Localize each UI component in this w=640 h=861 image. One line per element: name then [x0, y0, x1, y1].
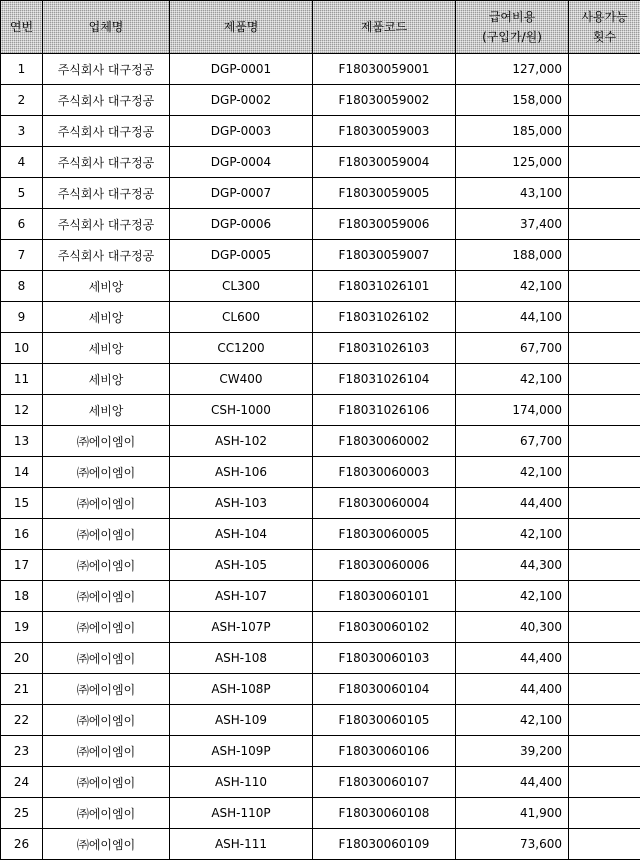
- table-row: [1, 240, 640, 271]
- row-product-name: CL600: [170, 302, 313, 333]
- row-cost: 44,300: [456, 550, 569, 581]
- row-product-code: F18030060005: [313, 519, 456, 550]
- row-product-code: F18030060101: [313, 581, 456, 612]
- row-product-name: DGP-0003: [170, 116, 313, 147]
- row-product-name: ASH-104: [170, 519, 313, 550]
- header-cost-line1: 급여비용: [488, 10, 536, 24]
- row-cost: 41,900: [456, 798, 569, 829]
- row-product-name: DGP-0007: [170, 178, 313, 209]
- table-row: [1, 178, 640, 209]
- row-cost: 42,100: [456, 705, 569, 736]
- row-product-code: F18030060109: [313, 829, 456, 860]
- row-product-code: F18030060107: [313, 767, 456, 798]
- table-row: [1, 643, 640, 674]
- row-product-name: CSH-1000: [170, 395, 313, 426]
- row-seq: 22: [1, 705, 43, 736]
- row-company: ㈜에이엠이: [43, 643, 170, 674]
- row-product-code: F18031026104: [313, 364, 456, 395]
- row-cost: 42,100: [456, 457, 569, 488]
- row-company: 주식회사 대구정공: [43, 178, 170, 209]
- row-seq: 8: [1, 271, 43, 302]
- row-usage-count: [569, 767, 640, 798]
- table-row: [1, 395, 640, 426]
- row-company: ㈜에이엠이: [43, 519, 170, 550]
- row-cost: 42,100: [456, 271, 569, 302]
- row-seq: 13: [1, 426, 43, 457]
- row-usage-count: [569, 457, 640, 488]
- table-body: [1, 54, 640, 860]
- row-product-name: ASH-107: [170, 581, 313, 612]
- row-product-code: F18030060104: [313, 674, 456, 705]
- row-usage-count: [569, 643, 640, 674]
- row-usage-count: [569, 736, 640, 767]
- row-product-name: ASH-103: [170, 488, 313, 519]
- row-usage-count: [569, 519, 640, 550]
- row-company: ㈜에이엠이: [43, 612, 170, 643]
- table-row: [1, 767, 640, 798]
- row-cost: 40,300: [456, 612, 569, 643]
- row-usage-count: [569, 705, 640, 736]
- row-cost: 44,400: [456, 643, 569, 674]
- table-row: [1, 364, 640, 395]
- row-cost: 44,100: [456, 302, 569, 333]
- row-product-code: F18030060004: [313, 488, 456, 519]
- row-product-code: F18031026103: [313, 333, 456, 364]
- row-usage-count: [569, 612, 640, 643]
- row-seq: 5: [1, 178, 43, 209]
- row-usage-count: [569, 240, 640, 271]
- row-product-code: F18030059001: [313, 54, 456, 85]
- row-cost: 188,000: [456, 240, 569, 271]
- row-company: 세비앙: [43, 271, 170, 302]
- row-usage-count: [569, 147, 640, 178]
- row-company: ㈜에이엠이: [43, 581, 170, 612]
- row-product-name: CW400: [170, 364, 313, 395]
- row-seq: 18: [1, 581, 43, 612]
- row-product-code: F18030059002: [313, 85, 456, 116]
- row-product-name: ASH-102: [170, 426, 313, 457]
- row-company: ㈜에이엠이: [43, 767, 170, 798]
- row-usage-count: [569, 674, 640, 705]
- row-company: 주식회사 대구정공: [43, 240, 170, 271]
- row-seq: 21: [1, 674, 43, 705]
- table-row: [1, 519, 640, 550]
- row-company: ㈜에이엠이: [43, 674, 170, 705]
- row-usage-count: [569, 54, 640, 85]
- row-usage-count: [569, 271, 640, 302]
- header-count-line1: 사용가능: [581, 10, 628, 24]
- row-product-code: F18030059006: [313, 209, 456, 240]
- row-product-code: F18031026101: [313, 271, 456, 302]
- header-product-code: 제품코드: [313, 1, 456, 54]
- row-product-code: F18030060102: [313, 612, 456, 643]
- row-company: 주식회사 대구정공: [43, 116, 170, 147]
- row-company: 세비앙: [43, 302, 170, 333]
- row-usage-count: [569, 209, 640, 240]
- row-seq: 2: [1, 85, 43, 116]
- row-cost: 39,200: [456, 736, 569, 767]
- row-seq: 23: [1, 736, 43, 767]
- row-cost: 127,000: [456, 54, 569, 85]
- row-company: 주식회사 대구정공: [43, 54, 170, 85]
- row-seq: 12: [1, 395, 43, 426]
- table-row: [1, 829, 640, 860]
- row-product-name: ASH-106: [170, 457, 313, 488]
- table-row: [1, 333, 640, 364]
- row-product-code: F18030059004: [313, 147, 456, 178]
- row-product-name: DGP-0005: [170, 240, 313, 271]
- row-seq: 1: [1, 54, 43, 85]
- row-company: ㈜에이엠이: [43, 705, 170, 736]
- row-product-name: ASH-108: [170, 643, 313, 674]
- row-product-code: F18030059005: [313, 178, 456, 209]
- row-seq: 16: [1, 519, 43, 550]
- row-cost: 42,100: [456, 581, 569, 612]
- row-usage-count: [569, 581, 640, 612]
- row-company: ㈜에이엠이: [43, 829, 170, 860]
- row-seq: 25: [1, 798, 43, 829]
- header-usage-count: [569, 1, 640, 54]
- row-product-code: F18030060006: [313, 550, 456, 581]
- row-product-name: CC1200: [170, 333, 313, 364]
- row-product-name: ASH-109: [170, 705, 313, 736]
- table-row: [1, 426, 640, 457]
- table-row: [1, 302, 640, 333]
- row-seq: 15: [1, 488, 43, 519]
- row-seq: 14: [1, 457, 43, 488]
- row-cost: 73,600: [456, 829, 569, 860]
- table-row: [1, 271, 640, 302]
- row-company: 세비앙: [43, 333, 170, 364]
- row-product-name: ASH-107P: [170, 612, 313, 643]
- row-cost: 43,100: [456, 178, 569, 209]
- row-cost: 42,100: [456, 519, 569, 550]
- row-product-code: F18030060003: [313, 457, 456, 488]
- header-product-name: 제품명: [170, 1, 313, 54]
- header-cost-line2: (구입가/원): [482, 30, 542, 44]
- row-company: 주식회사 대구정공: [43, 147, 170, 178]
- row-product-code: F18030060002: [313, 426, 456, 457]
- table-row: [1, 488, 640, 519]
- header-count-line2: 횟수: [592, 30, 617, 44]
- row-seq: 9: [1, 302, 43, 333]
- row-product-code: F18030059007: [313, 240, 456, 271]
- table-row: [1, 612, 640, 643]
- row-seq: 3: [1, 116, 43, 147]
- row-usage-count: [569, 178, 640, 209]
- row-product-name: DGP-0004: [170, 147, 313, 178]
- row-company: ㈜에이엠이: [43, 457, 170, 488]
- table-row: [1, 705, 640, 736]
- row-usage-count: [569, 550, 640, 581]
- row-usage-count: [569, 798, 640, 829]
- row-cost: 44,400: [456, 488, 569, 519]
- row-cost: 185,000: [456, 116, 569, 147]
- row-product-name: CL300: [170, 271, 313, 302]
- row-seq: 11: [1, 364, 43, 395]
- row-product-code: F18031026106: [313, 395, 456, 426]
- row-cost: 42,100: [456, 364, 569, 395]
- row-usage-count: [569, 116, 640, 147]
- row-company: ㈜에이엠이: [43, 426, 170, 457]
- table-row: [1, 457, 640, 488]
- header-company: 업체명: [43, 1, 170, 54]
- row-usage-count: [569, 302, 640, 333]
- row-cost: 44,400: [456, 767, 569, 798]
- row-product-name: ASH-109P: [170, 736, 313, 767]
- row-seq: 4: [1, 147, 43, 178]
- row-usage-count: [569, 364, 640, 395]
- row-product-name: ASH-110P: [170, 798, 313, 829]
- row-cost: 174,000: [456, 395, 569, 426]
- row-usage-count: [569, 488, 640, 519]
- row-seq: 10: [1, 333, 43, 364]
- row-company: ㈜에이엠이: [43, 798, 170, 829]
- row-cost: 67,700: [456, 426, 569, 457]
- row-product-code: F18030060108: [313, 798, 456, 829]
- row-company: 세비앙: [43, 364, 170, 395]
- row-usage-count: [569, 829, 640, 860]
- table-row: [1, 550, 640, 581]
- row-product-code: F18031026102: [313, 302, 456, 333]
- row-cost: 37,400: [456, 209, 569, 240]
- table-row: [1, 85, 640, 116]
- row-company: ㈜에이엠이: [43, 550, 170, 581]
- table-row: [1, 736, 640, 767]
- table-row: [1, 798, 640, 829]
- row-product-name: DGP-0006: [170, 209, 313, 240]
- row-seq: 20: [1, 643, 43, 674]
- row-product-code: F18030059003: [313, 116, 456, 147]
- row-company: ㈜에이엠이: [43, 488, 170, 519]
- table-row: [1, 209, 640, 240]
- table-row: [1, 581, 640, 612]
- row-cost: 67,700: [456, 333, 569, 364]
- row-cost: 44,400: [456, 674, 569, 705]
- row-seq: 19: [1, 612, 43, 643]
- row-product-name: DGP-0001: [170, 54, 313, 85]
- row-usage-count: [569, 85, 640, 116]
- row-product-name: DGP-0002: [170, 85, 313, 116]
- row-company: 세비앙: [43, 395, 170, 426]
- row-cost: 125,000: [456, 147, 569, 178]
- table-row: [1, 674, 640, 705]
- header-row: [1, 1, 640, 54]
- row-company: ㈜에이엠이: [43, 736, 170, 767]
- row-usage-count: [569, 426, 640, 457]
- row-usage-count: [569, 333, 640, 364]
- row-product-code: F18030060105: [313, 705, 456, 736]
- row-usage-count: [569, 395, 640, 426]
- header-seq: 연번: [1, 1, 43, 54]
- row-company: 주식회사 대구정공: [43, 209, 170, 240]
- table-row: [1, 54, 640, 85]
- row-product-code: F18030060106: [313, 736, 456, 767]
- row-seq: 26: [1, 829, 43, 860]
- row-product-name: ASH-105: [170, 550, 313, 581]
- row-company: 주식회사 대구정공: [43, 85, 170, 116]
- header-cost: [456, 1, 569, 54]
- row-product-code: F18030060103: [313, 643, 456, 674]
- row-seq: 24: [1, 767, 43, 798]
- row-seq: 7: [1, 240, 43, 271]
- row-product-name: ASH-111: [170, 829, 313, 860]
- row-seq: 17: [1, 550, 43, 581]
- table-row: [1, 147, 640, 178]
- row-product-name: ASH-110: [170, 767, 313, 798]
- table-row: [1, 116, 640, 147]
- row-cost: 158,000: [456, 85, 569, 116]
- row-product-name: ASH-108P: [170, 674, 313, 705]
- row-seq: 6: [1, 209, 43, 240]
